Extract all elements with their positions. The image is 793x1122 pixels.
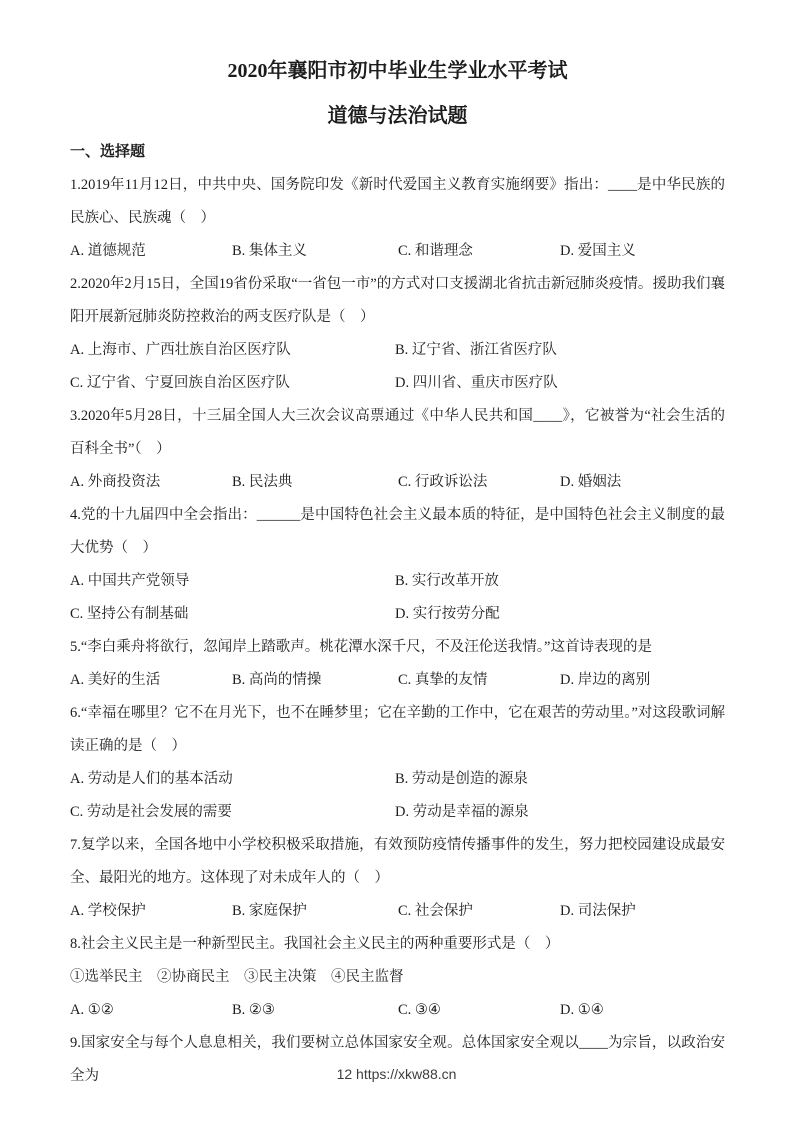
answer-option: A. 学校保护 (70, 903, 146, 919)
answer-option: B. 高尚的情操 (232, 672, 322, 688)
question-1 (70, 169, 725, 268)
answer-option: A. 美好的生活 (70, 672, 161, 688)
option-row (70, 598, 725, 631)
option-row (70, 994, 725, 1027)
page-footer-link: 12 https://xkw88.cn (336, 1066, 457, 1082)
answer-option: B. 辽宁省、浙江省医疗队 (395, 342, 557, 358)
answer-option: C. 行政诉讼法 (398, 474, 488, 490)
question-text: 8.社会主义民主是一种新型民主。我国社会主义民主的两种重要形式是（ ） (70, 936, 560, 952)
question-7 (70, 829, 725, 928)
question-9 (70, 1027, 725, 1093)
question-5 (70, 631, 725, 697)
answer-option: D. ①④ (560, 1002, 604, 1018)
answer-option: C. 辽宁省、宁夏回族自治区医疗队 (70, 375, 290, 391)
question-text: 4.党的十九届四中全会指出：______是中国特色社会主义最本质的特征，是中国特色社会主义制度的最大优势（ ） (70, 507, 725, 556)
question-3 (70, 400, 725, 499)
question-text: 5.“李白乘舟将欲行，忽闻岸上踏歌声。桃花潭水深千尺，不及汪伦送我情。”这首诗表现的是 (70, 639, 652, 655)
answer-option: D. 婚姻法 (560, 474, 622, 490)
answer-option: B. 实行改革开放 (395, 573, 499, 589)
answer-option: A. 道德规范 (70, 243, 146, 259)
answer-option: D. 实行按劳分配 (395, 606, 500, 622)
option-row (70, 664, 725, 697)
answer-option: C. 真挚的友情 (398, 672, 488, 688)
answer-option: A. 中国共产党领导 (70, 573, 190, 589)
option-row (70, 334, 725, 367)
answer-option: D. 司法保护 (560, 903, 636, 919)
question-text: 7.复学以来，全国各地中小学校积极采取措施，有效预防疫情传播事件的发生，努力把校园建设成最安全、最阳光的地方。这体现了对未成年人的（ ） (70, 837, 725, 886)
option-row (70, 565, 725, 598)
answer-option: D. 四川省、重庆市医疗队 (395, 375, 558, 391)
answer-option: C. 社会保护 (398, 903, 473, 919)
option-row (70, 763, 725, 796)
option-row (70, 235, 725, 268)
question-text: 9.国家安全与每个人息息相关，我们要树立总体国家安全观。总体国家安全观以____为宗旨，以政治安全为 (70, 1035, 725, 1084)
answer-option: D. 爱国主义 (560, 243, 636, 259)
answer-option: C. ③④ (398, 1002, 441, 1018)
answer-option: A. 劳动是人们的基本活动 (70, 771, 233, 787)
answer-option: B. ②③ (232, 1002, 275, 1018)
answer-option: B. 家庭保护 (232, 903, 307, 919)
answer-option: D. 劳动是幸福的源泉 (395, 804, 529, 820)
question-text: 3.2020年5月28日，十三届全国人大三次会议高票通过《中华人民共和国____》，它被誉为“社会生活的百科全书”（ ） (70, 408, 725, 457)
answer-option: C. 坚持公有制基础 (70, 606, 189, 622)
option-row (70, 466, 725, 499)
answer-option: B. 劳动是创造的源泉 (395, 771, 528, 787)
option-row (70, 796, 725, 829)
answer-option: D. 岸边的离别 (560, 672, 651, 688)
answer-option: B. 民法典 (232, 474, 293, 490)
answer-option: A. 上海市、广西壮族自治区医疗队 (70, 342, 291, 358)
exam-subtitle: 道德与法治试题 (327, 105, 468, 127)
answer-option: A. ①② (70, 1002, 114, 1018)
question-text: 2.2020年2月15日，全国19省份采取“一省包一市”的方式对口支援湖北省抗击新冠肺炎疫情。援助我们襄阳开展新冠肺炎防控救治的两支医疗队是（ ） (70, 276, 725, 325)
answer-option: C. 和谐理念 (398, 243, 473, 259)
question-8 (70, 928, 725, 1027)
question-list (70, 169, 725, 1093)
question-2 (70, 268, 725, 400)
exam-title: 2020年襄阳市初中毕业生学业水平考试 (227, 60, 568, 82)
question-4 (70, 499, 725, 631)
option-row (70, 367, 725, 400)
answer-option: B. 集体主义 (232, 243, 307, 259)
question-text: 1.2019年11月12日，中共中央、国务院印发《新时代爱国主义教育实施纲要》指出：____是中华民族的民族心、民族魂（ ） (70, 177, 725, 226)
section-heading: 一、选择题 (70, 144, 146, 160)
answer-option: C. 劳动是社会发展的需要 (70, 804, 232, 820)
option-row (70, 895, 725, 928)
question-6 (70, 697, 725, 829)
question-text: 6.“幸福在哪里？它不在月光下，也不在睡梦里；它在辛勤的工作中，它在艰苦的劳动里。”对这段歌词解读正确的是（ ） (70, 705, 725, 754)
answer-option: A. 外商投资法 (70, 474, 161, 490)
question-subitems: ①选举民主 ②协商民主 ③民主决策 ④民主监督 (70, 969, 404, 985)
